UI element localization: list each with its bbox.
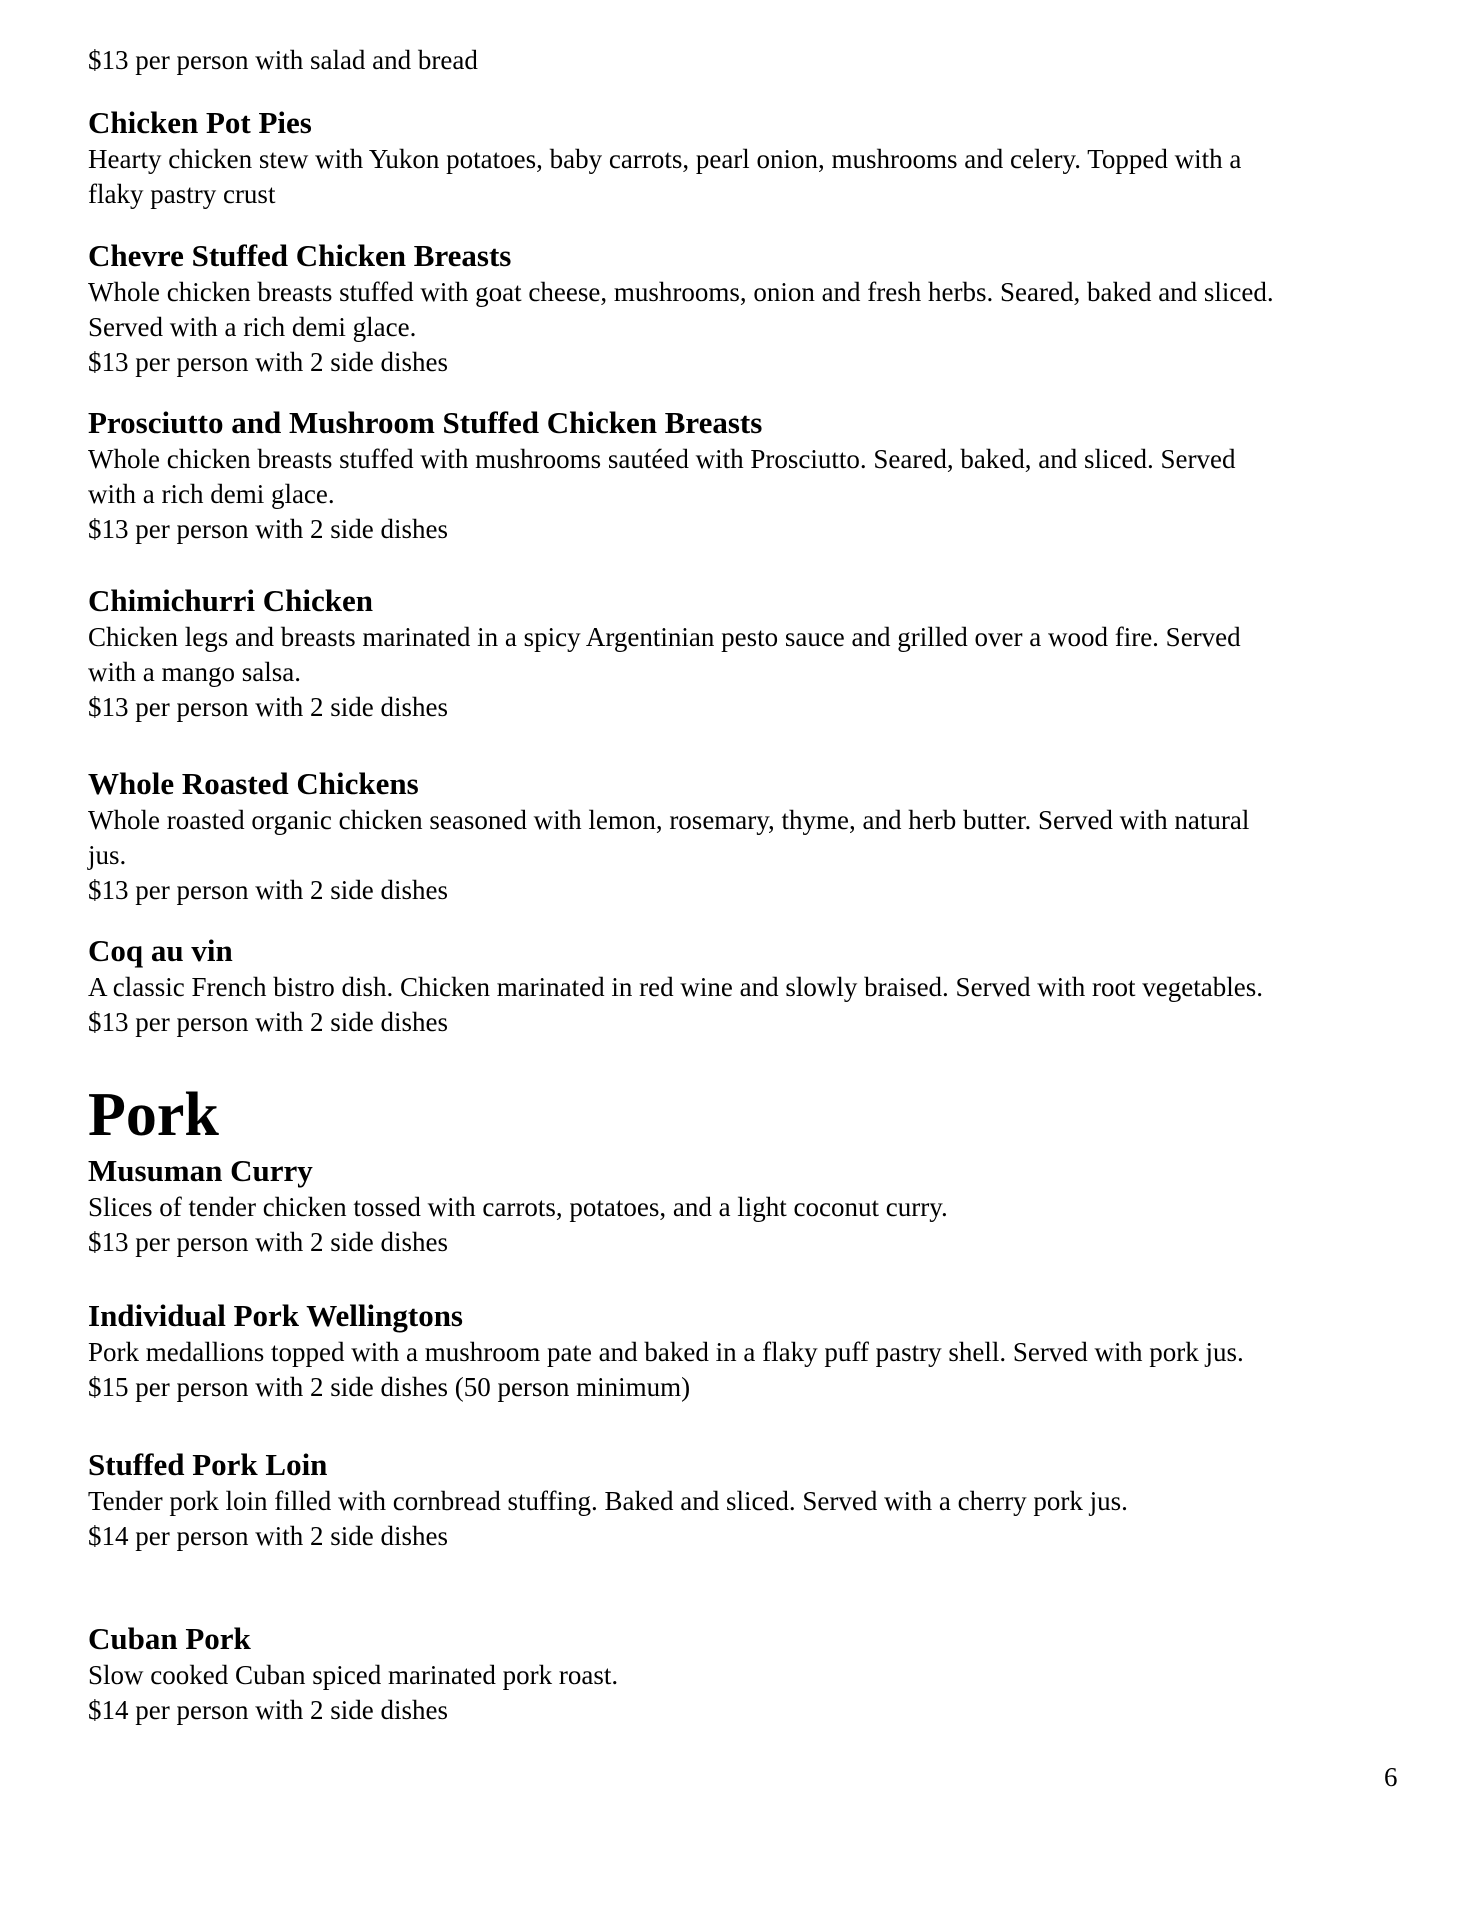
menu-item-individual-pork-wellingtons bbox=[88, 1297, 1408, 1405]
menu-item-title: Whole Roasted Chickens bbox=[88, 766, 419, 801]
menu-item-description: Hearty chicken stew with Yukon potatoes, baby carrots, pearl onion, mushrooms and celery. Topped with a bbox=[88, 144, 1242, 174]
page-number: 6 bbox=[1384, 1762, 1398, 1792]
menu-item-chicken-pot-pies bbox=[88, 104, 1408, 212]
menu-item-description: Whole roasted organic chicken seasoned with lemon, rosemary, thyme, and herb butter. Served with natural bbox=[88, 805, 1250, 835]
menu-item-description: Chicken legs and breasts marinated in a spicy Argentinian pesto sauce and grilled over a wood fire. Served bbox=[88, 622, 1241, 652]
menu-item-whole-roasted-chickens bbox=[88, 765, 1408, 908]
menu-item-description: Whole chicken breasts stuffed with mushrooms sautéed with Prosciutto. Seared, baked, and sliced. Served bbox=[88, 444, 1236, 474]
menu-item-title: Stuffed Pork Loin bbox=[88, 1447, 328, 1482]
menu-item-price: $13 per person with 2 side dishes bbox=[88, 1227, 448, 1257]
menu-item-prosciutto-mushroom-stuffed-chicken-breasts bbox=[88, 404, 1408, 547]
intro-price-line bbox=[88, 43, 1408, 78]
menu-item-description: with a rich demi glace. bbox=[88, 479, 335, 509]
menu-item-description: Slices of tender chicken tossed with carrots, potatoes, and a light coconut curry. bbox=[88, 1192, 948, 1222]
menu-item-price: $13 per person with 2 side dishes bbox=[88, 1007, 448, 1037]
menu-item-price: $15 per person with 2 side dishes (50 person minimum) bbox=[88, 1372, 691, 1402]
menu-item-price: $13 per person with 2 side dishes bbox=[88, 692, 448, 722]
menu-item-price: $14 per person with 2 side dishes bbox=[88, 1695, 448, 1725]
menu-item-price: $13 per person with 2 side dishes bbox=[88, 347, 448, 377]
menu-item-title: Individual Pork Wellingtons bbox=[88, 1298, 463, 1333]
menu-item-description: with a mango salsa. bbox=[88, 657, 301, 687]
menu-item-description: flaky pastry crust bbox=[88, 179, 276, 209]
section-heading-pork: Pork bbox=[88, 1081, 219, 1149]
menu-item-title: Cuban Pork bbox=[88, 1621, 251, 1656]
price-line: $13 per person with salad and bread bbox=[88, 45, 478, 75]
menu-item-stuffed-pork-loin bbox=[88, 1446, 1408, 1554]
menu-item-title: Prosciutto and Mushroom Stuffed Chicken Breasts bbox=[88, 405, 763, 440]
menu-item-title: Musuman Curry bbox=[88, 1153, 313, 1188]
menu-item-description: A classic French bistro dish. Chicken marinated in red wine and slowly braised. Served with root vegetables. bbox=[88, 972, 1263, 1002]
menu-item-description: Tender pork loin filled with cornbread stuffing. Baked and sliced. Served with a cherry pork jus. bbox=[88, 1486, 1128, 1516]
menu-item-description: Whole chicken breasts stuffed with goat cheese, mushrooms, onion and fresh herbs. Seared, baked and sliced. bbox=[88, 277, 1274, 307]
menu-item-coq-au-vin bbox=[88, 932, 1408, 1040]
menu-item-price: $14 per person with 2 side dishes bbox=[88, 1521, 448, 1551]
menu-item-title: Chevre Stuffed Chicken Breasts bbox=[88, 238, 512, 273]
menu-item-musuman-curry bbox=[88, 1152, 1408, 1260]
menu-item-cuban-pork bbox=[88, 1620, 1408, 1728]
menu-item-price: $13 per person with 2 side dishes bbox=[88, 514, 448, 544]
menu-item-description: Slow cooked Cuban spiced marinated pork roast. bbox=[88, 1660, 619, 1690]
menu-item-chevre-stuffed-chicken-breasts bbox=[88, 237, 1408, 380]
menu-item-title: Coq au vin bbox=[88, 933, 233, 968]
menu-item-chimichurri-chicken bbox=[88, 582, 1408, 725]
menu-item-price: $13 per person with 2 side dishes bbox=[88, 875, 448, 905]
menu-item-title: Chimichurri Chicken bbox=[88, 583, 374, 618]
menu-item-description: Pork medallions topped with a mushroom pate and baked in a flaky puff pastry shell. Served with pork jus. bbox=[88, 1337, 1244, 1367]
menu-item-description: jus. bbox=[88, 840, 127, 870]
menu-item-title: Chicken Pot Pies bbox=[88, 105, 312, 140]
menu-item-description: Served with a rich demi glace. bbox=[88, 312, 417, 342]
